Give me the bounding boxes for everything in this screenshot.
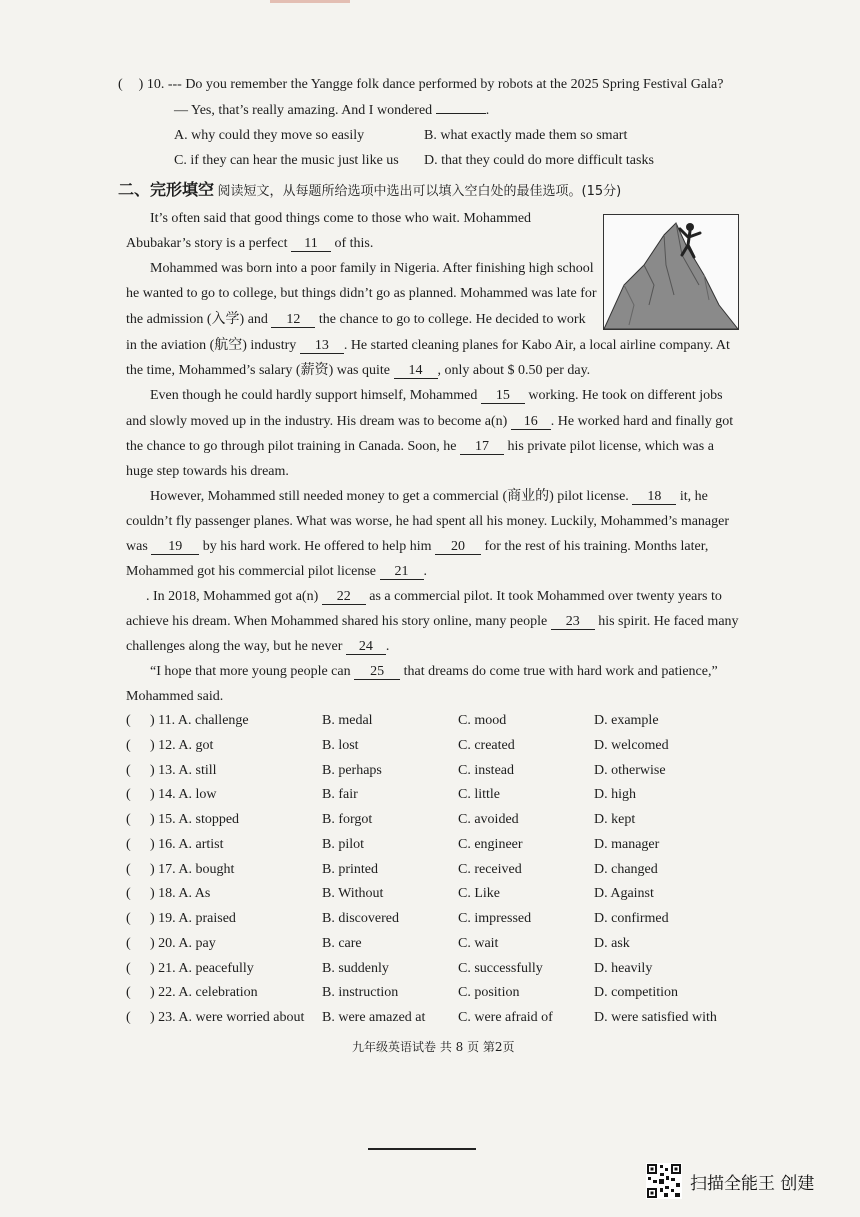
option-d[interactable]: D. heavily [594,961,653,976]
climber-illustration [603,214,739,330]
option-c[interactable]: C. were afraid of [458,1010,553,1025]
blank-18[interactable]: 18 [632,489,676,505]
option-d[interactable]: D. competition [594,985,678,1000]
scan-artifact [270,0,350,3]
option-a[interactable]: ) 15. A. stopped [150,812,240,827]
option-b[interactable]: B. care [322,936,362,951]
option-c[interactable]: C. instead [458,763,514,778]
option-d[interactable]: D. welcomed [594,738,669,753]
q10-option-c[interactable]: C. if they can hear the music just like us [174,153,399,168]
option-a[interactable]: ) 19. A. praised [150,911,236,926]
blank-14[interactable]: 14 [394,363,438,379]
blank-19[interactable]: 19 [151,539,199,555]
option-c[interactable]: C. avoided [458,812,519,827]
passage-line: couldn’t fly passenger planes. What was worse, he had spent all his money. Luckily, Mohammed’s manager [126,514,730,529]
option-d[interactable]: D. ask [594,936,630,951]
option-a[interactable]: ) 18. A. As [150,886,211,901]
option-c[interactable]: C. engineer [458,837,523,852]
blank-22[interactable]: 22 [322,589,366,605]
passage-line: the admission (入学) and 12 the chance to go to college. He decided to work [126,312,586,327]
blank-16[interactable]: 16 [511,414,551,430]
option-b[interactable]: B. fair [322,787,358,802]
option-a[interactable]: ) 20. A. pay [150,936,216,951]
option-c[interactable]: C. wait [458,936,499,951]
option-a[interactable]: ) 22. A. celebration [150,985,258,1000]
passage-line: and slowly moved up in the industry. His dream was to become a(n) 16 . He worked hard and finally got [126,414,734,429]
option-c[interactable]: C. position [458,985,520,1000]
answer-paren[interactable]: ( [126,812,131,827]
answer-paren[interactable]: ( [126,1010,131,1025]
q10-option-d[interactable]: D. that they could do more difficult tasks [424,153,654,168]
section-header [118,180,621,202]
blank-24[interactable]: 24 [346,639,386,655]
passage-line: . In 2018, Mohammed got a(n) 22 as a commercial pilot. It took Mohammed over twenty years to [146,589,722,604]
q10-stem: ( ) 10. --- Do you remember the Yangge folk dance performed by robots at the 2025 Spring Festival Gala? [118,77,724,92]
passage-line: However, Mohammed still needed money to get a commercial (商业的) pilot license. 18 it, he [150,489,708,504]
option-a[interactable]: ) 13. A. still [150,763,217,778]
scan-artifact [368,1148,476,1150]
answer-paren[interactable]: ( [126,886,131,901]
option-b[interactable]: B. instruction [322,985,399,1000]
option-b[interactable]: B. lost [322,738,359,753]
q10-option-a[interactable]: A. why could they move so easily [174,128,365,143]
option-c[interactable]: C. Like [458,886,500,901]
passage-line: huge step towards his dream. [126,464,289,479]
q10-reply: — Yes, that’s really amazing. And I wondered . [174,103,490,118]
passage-line: Mohammed was born into a poor family in Nigeria. After finishing high school [150,261,594,276]
option-d[interactable]: D. were satisfied with [594,1010,717,1025]
answer-paren[interactable]: ( [126,837,131,852]
q10-blank[interactable] [436,113,486,114]
passage-line: Even though he could hardly support himself, Mohammed 15 working. He took on different jobs [150,388,723,403]
option-d[interactable]: D. confirmed [594,911,669,926]
answer-paren[interactable]: ( [126,763,131,778]
watermark-text: 扫描全能王 创建 [690,1173,815,1194]
option-b[interactable]: B. suddenly [322,961,389,976]
answer-paren[interactable]: ( [126,862,131,877]
scanner-watermark [646,1163,814,1199]
answer-paren[interactable]: ( [126,936,131,951]
answer-paren[interactable]: ( [126,985,131,1000]
answer-paren[interactable]: ( [126,738,131,753]
option-c[interactable]: C. successfully [458,961,543,976]
option-c[interactable]: C. created [458,738,515,753]
option-a[interactable]: ) 17. A. bought [150,862,235,877]
blank-25[interactable]: 25 [354,664,400,680]
page-footer: 九年级英语试卷 共 8 页 第2页 [352,1040,515,1054]
option-b[interactable]: B. printed [322,862,378,877]
answer-paren[interactable]: ( [126,961,131,976]
option-d[interactable]: D. example [594,713,659,728]
option-c[interactable]: C. received [458,862,522,877]
option-b[interactable]: B. perhaps [322,763,382,778]
option-d[interactable]: D. high [594,787,636,802]
blank-23[interactable]: 23 [551,614,595,630]
mountain-climber-icon [604,215,738,329]
passage-line: challenges along the way, but he never 24 . [126,639,390,654]
option-a[interactable]: ) 11. A. challenge [150,713,249,728]
option-a[interactable]: ) 12. A. got [150,738,214,753]
option-b[interactable]: B. discovered [322,911,399,926]
passage-line: “I hope that more young people can 25 that dreams do come true with hard work and patience,” [150,664,718,679]
option-a[interactable]: ) 21. A. peacefully [150,961,254,976]
passage-line: the time, Mohammed’s salary (薪资) was quite 14 , only about $ 0.50 per day. [126,363,591,378]
option-b[interactable]: B. medal [322,713,373,728]
blank-13[interactable]: 13 [300,338,344,354]
option-d[interactable]: D. otherwise [594,763,666,778]
option-d[interactable]: D. manager [594,837,660,852]
answer-paren[interactable]: ( [126,911,131,926]
blank-20[interactable]: 20 [435,539,481,555]
passage-line: Abubakar’s story is a perfect 11 of this. [126,236,374,251]
option-c[interactable]: C. little [458,787,500,802]
option-c[interactable]: C. mood [458,713,507,728]
answer-paren[interactable]: ( [126,713,131,728]
option-d[interactable]: D. changed [594,862,658,877]
option-d[interactable]: D. kept [594,812,636,827]
option-d[interactable]: D. Against [594,886,654,901]
passage-line: Mohammed got his commercial pilot license 21 . [126,564,427,579]
answer-paren[interactable]: ( [126,787,131,802]
passage-line: he wanted to go to college, but things didn’t go as planned. Mohammed was late for [126,286,597,301]
blank-15[interactable]: 15 [481,388,525,404]
blank-11[interactable]: 11 [291,236,331,252]
option-b[interactable]: B. forgot [322,812,373,827]
option-b[interactable]: B. were amazed at [322,1010,426,1025]
option-c[interactable]: C. impressed [458,911,532,926]
option-b[interactable]: B. pilot [322,837,365,852]
section-title: 二、完形填空 [118,180,215,199]
blank-12[interactable]: 12 [271,312,315,328]
passage-line: in the aviation (航空) industry 13 . He started cleaning planes for Kabo Air, a local airline company. At [126,338,730,353]
option-b[interactable]: B. Without [322,886,384,901]
passage-line: achieve his dream. When Mohammed shared his story online, many people 23 his spirit. He faced many [126,614,739,629]
q10-option-b[interactable]: B. what exactly made them so smart [424,128,628,143]
option-a[interactable]: ) 16. A. artist [150,837,224,852]
passage-line: the chance to go through pilot training in Canada. Soon, he 17 his private pilot license, which was a [126,439,714,454]
option-a[interactable]: ) 14. A. low [150,787,217,802]
passage-line: Mohammed said. [126,689,224,704]
passage-line: was 19 by his hard work. He offered to help him 20 for the rest of his training. Months later, [126,539,709,554]
blank-17[interactable]: 17 [460,439,504,455]
paren: ( [118,77,123,92]
qr-code-icon [646,1163,682,1199]
section-instructions: 阅读短文，从每题所给选项中选出可以填入空白处的最佳选项。(15分) [217,184,622,199]
option-a[interactable]: ) 23. A. were worried about [150,1010,305,1025]
passage-line: It’s often said that good things come to those who wait. Mohammed [150,211,532,226]
blank-21[interactable]: 21 [380,564,424,580]
